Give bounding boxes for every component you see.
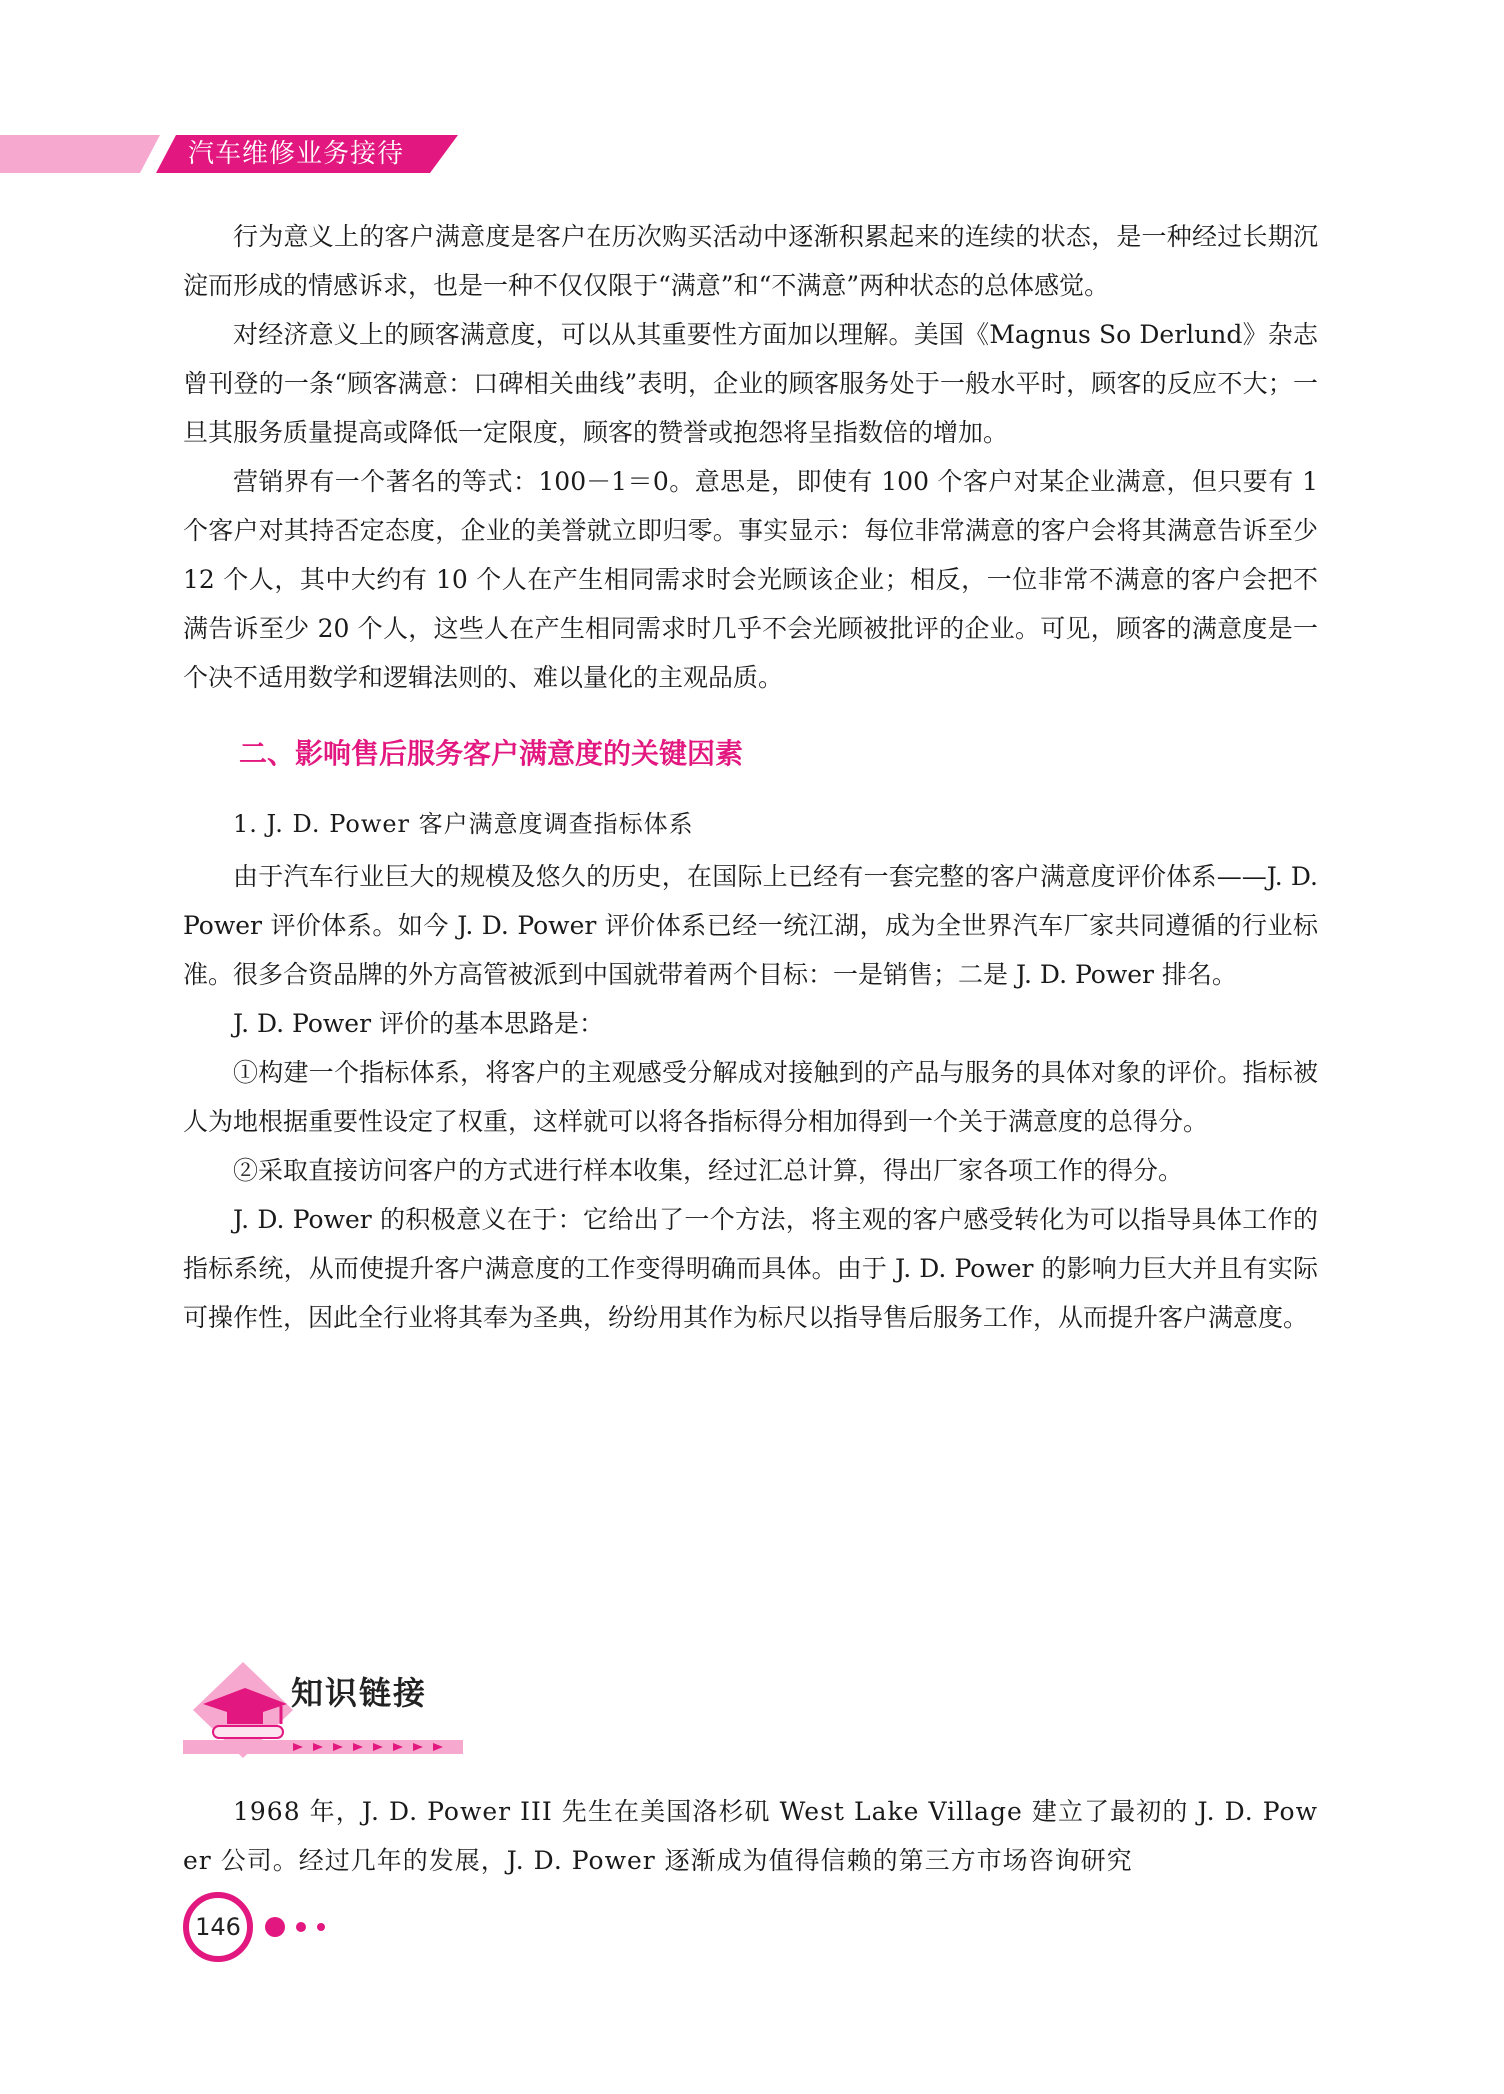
paragraph: J. D. Power 评价的基本思路是：: [233, 1009, 604, 1038]
section-title: 二、影响售后服务客户满意度的关键因素: [239, 737, 744, 770]
main-content: [183, 212, 1318, 1342]
paragraph: 1968 年，J. D. Power III 先生在美国洛杉矶 West Lake Village 建立了最初的 J. D. Power 公司。经过几年的发展，J. D. Power 逐渐成为值得信赖的第三方市场咨询研究: [183, 1797, 1318, 1875]
paragraph: 营销界有一个著名的等式：100－1＝0。意思是，即使有 100 个客户对某企业满意，但只要有 1 个客户对其持否定态度，企业的美誉就立即归零。事实显示：每位非常满意的客户会将其满意告诉至少 12 个人，其中大约有 10 个人在产生相同需求时会光顾该企业；相反，一位非常不满意的客户会把不满告诉至少 20 个人，这些人在产生相同需求时几乎不会光顾被批评的企业。可见，顾客的满意度是一个决不适用数学和逻辑法则的、难以量化的主观品质。: [183, 467, 1318, 692]
paragraph: ②采取直接访问客户的方式进行样本收集，经过汇总计算，得出厂家各项工作的得分。: [233, 1156, 1184, 1185]
paragraph: 行为意义上的客户满意度是客户在历次购买活动中逐渐积累起来的连续的状态，是一种经过长期沉淀而形成的情感诉求，也是一种不仅仅限于“满意”和“不满意”两种状态的总体感觉。: [183, 222, 1318, 300]
page-number-badge: [181, 1890, 255, 1964]
knowledge-link-banner: [183, 1660, 463, 1760]
paragraph: 由于汽车行业巨大的规模及悠久的历史，在国际上已经有一套完整的客户满意度评价体系——J. D. Power 评价体系。如今 J. D. Power 评价体系已经一统江湖，成为全世界汽车厂家共同遵循的行业标准。很多合资品牌的外方高管被派到中国就带着两个目标：一是销售；二是 J. D. Power 排名。: [183, 862, 1318, 989]
knowledge-content: [183, 1787, 1318, 1885]
knowledge-link-label: 知识链接: [291, 1674, 428, 1712]
page-number: 146: [195, 1913, 241, 1941]
paragraph: 对经济意义上的顾客满意度，可以从其重要性方面加以理解。美国《Magnus So Derlund》杂志曾刊登的一条“顾客满意：口碑相关曲线”表明，企业的顾客服务处于一般水平时，顾客的反应不大；一旦其服务质量提高或降低一定限度，顾客的赞誉或抱怨将呈指数倍的增加。: [183, 320, 1318, 447]
paragraph: ①构建一个指标体系，将客户的主观感受分解成对接触到的产品与服务的具体对象的评价。指标被人为地根据重要性设定了权重，这样就可以将各指标得分相加得到一个关于满意度的总得分。: [183, 1058, 1318, 1136]
paragraph: J. D. Power 的积极意义在于：它给出了一个方法，将主观的客户感受转化为可以指导具体工作的指标系统，从而使提升客户满意度的工作变得明确而具体。由于 J. D. Power 的影响力巨大并且有实际可操作性，因此全行业将其奉为圣典，纷纷用其作为标尺以指导售后服务工作，从而提升客户满意度。: [183, 1205, 1318, 1332]
subsection-heading: 1. J. D. Power 客户满意度调查指标体系: [233, 810, 694, 838]
chapter-header-title: 汽车维修业务接待: [188, 139, 405, 169]
